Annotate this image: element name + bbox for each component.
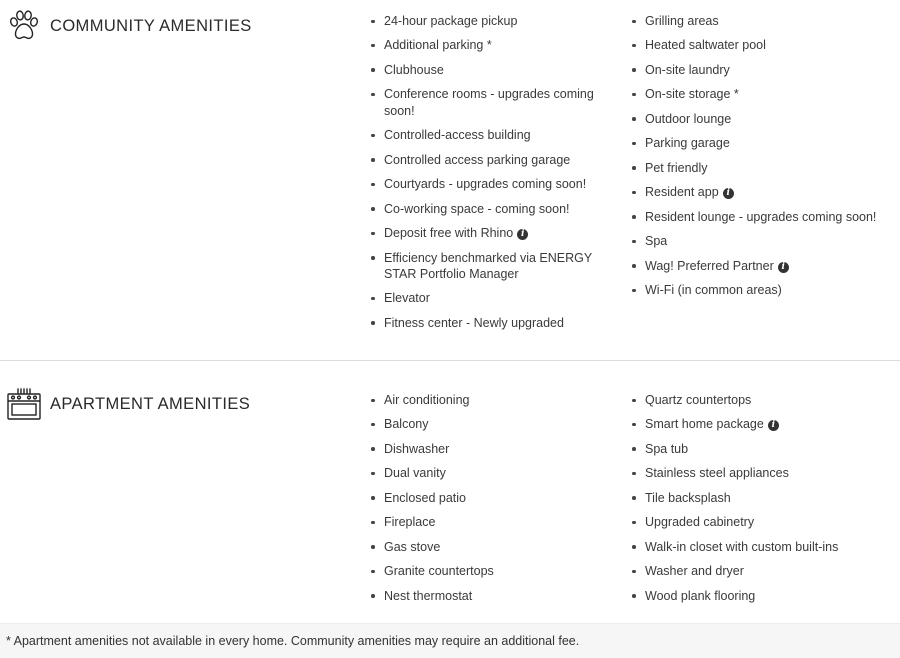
amenity-list-item: [370, 290, 610, 306]
community-amenities-list-right: [631, 13, 899, 307]
amenity-label: Resident app: [645, 185, 719, 200]
amenity-list-item: [631, 539, 899, 555]
amenity-label: Walk-in closet with custom built-ins: [645, 539, 839, 554]
amenity-list-item: [370, 392, 610, 408]
amenity-label: Spa tub: [645, 441, 689, 456]
amenity-label: Co-working space - coming soon!: [384, 201, 570, 216]
apartment-amenities-heading: [6, 386, 250, 422]
community-amenities-title: COMMUNITY AMENITIES: [50, 16, 252, 35]
amenity-label: Quartz countertops: [645, 393, 752, 407]
amenity-label: Courtyards - upgrades coming soon!: [384, 177, 587, 192]
amenity-list-item: [370, 465, 610, 481]
amenity-label: Clubhouse: [384, 62, 444, 77]
amenity-list-item: [631, 184, 899, 200]
amenity-label: Air conditioning: [384, 393, 470, 407]
amenity-label: Washer and dryer: [645, 564, 744, 579]
amenity-label: Wood plank flooring: [645, 588, 756, 603]
amenity-label: Grilling areas: [645, 14, 719, 28]
amenity-label: Wi-Fi (in common areas): [645, 283, 782, 298]
amenity-label: Elevator: [384, 291, 430, 306]
amenity-label: Enclosed patio: [384, 490, 467, 505]
amenity-label: Dishwasher: [384, 441, 450, 456]
amenity-label: Controlled access parking garage: [384, 152, 571, 167]
amenity-label: Upgraded cabinetry: [645, 515, 755, 530]
community-amenities-heading: [6, 8, 252, 44]
amenity-list-item: [631, 111, 899, 127]
amenity-list-item: [370, 514, 610, 530]
amenity-list-item: [631, 258, 899, 274]
amenity-list-item: [631, 514, 899, 530]
amenity-list-item: [631, 160, 899, 176]
amenity-label: Controlled-access building: [384, 128, 531, 143]
apartment-amenities-section: [0, 361, 900, 623]
amenity-label: Gas stove: [384, 539, 441, 554]
amenity-list-item: [631, 588, 899, 604]
amenity-list-item: [631, 13, 899, 29]
amenity-label: Balcony: [384, 417, 429, 432]
info-icon[interactable]: i: [517, 229, 528, 240]
apartment-amenities-list-left: [370, 392, 610, 612]
amenity-label: Spa: [645, 234, 668, 249]
amenity-label: Tile backsplash: [645, 490, 731, 505]
amenity-list-item: [631, 490, 899, 506]
amenity-label: 24-hour package pickup: [384, 14, 518, 28]
amenity-label: Fitness center - Newly upgraded: [384, 315, 564, 330]
info-icon[interactable]: i: [723, 188, 734, 199]
amenity-label: Conference rooms - upgrades coming soon!: [384, 87, 594, 118]
info-icon[interactable]: i: [768, 420, 779, 431]
amenity-list-item: [631, 392, 899, 408]
amenity-label: Additional parking *: [384, 38, 492, 53]
amenity-label: Dual vanity: [384, 466, 446, 481]
amenities-footer: [0, 623, 900, 658]
stove-icon: [6, 386, 42, 422]
amenity-list-item: [631, 441, 899, 457]
amenity-label: Stainless steel appliances: [645, 466, 789, 481]
amenity-label: Wag! Preferred Partner: [645, 258, 774, 273]
paw-icon: [6, 8, 42, 44]
amenity-list-item: [370, 127, 610, 143]
amenity-list-item: [370, 176, 610, 192]
amenity-list-item: [370, 225, 610, 241]
amenity-label: Deposit free with Rhino: [384, 226, 514, 241]
amenity-list-item: [370, 588, 610, 604]
community-amenities-list-left: [370, 13, 610, 339]
amenity-label: Heated saltwater pool: [645, 38, 766, 53]
amenity-label: Smart home package: [645, 417, 764, 432]
apartment-amenities-list-right: [631, 392, 899, 612]
amenity-list-item: [631, 416, 899, 432]
apartment-amenities-title: APARTMENT AMENITIES: [50, 394, 251, 413]
amenity-list-item: [370, 86, 610, 119]
amenity-label: Nest thermostat: [384, 588, 473, 603]
amenity-list-item: [370, 13, 610, 29]
amenity-label: Pet friendly: [645, 160, 708, 175]
amenity-label: On-site laundry: [645, 62, 730, 77]
amenity-list-item: [631, 62, 899, 78]
amenity-label: Parking garage: [645, 136, 730, 151]
amenity-label: On-site storage *: [645, 87, 739, 102]
amenity-list-item: [631, 563, 899, 579]
amenity-list-item: [370, 490, 610, 506]
amenity-list-item: [370, 62, 610, 78]
amenity-label: Fireplace: [384, 515, 436, 530]
amenity-list-item: [370, 315, 610, 331]
amenity-list-item: [631, 37, 899, 53]
amenity-list-item: [631, 86, 899, 102]
amenity-list-item: [370, 201, 610, 217]
amenity-list-item: [370, 250, 610, 283]
amenity-label: Resident lounge - upgrades coming soon!: [645, 209, 877, 224]
amenity-list-item: [370, 563, 610, 579]
amenity-list-item: [370, 37, 610, 53]
info-icon[interactable]: i: [778, 262, 789, 273]
amenity-list-item: [370, 152, 610, 168]
amenity-list-item: [631, 465, 899, 481]
amenity-label: Efficiency benchmarked via ENERGY STAR Portfolio Manager: [384, 250, 592, 281]
amenity-list-item: [370, 416, 610, 432]
amenity-list-item: [370, 441, 610, 457]
amenity-list-item: [631, 282, 899, 298]
amenity-list-item: [631, 233, 899, 249]
amenity-list-item: [370, 539, 610, 555]
footer-disclaimer: * Apartment amenities not available in every home. Community amenities may require an additional fee.: [6, 634, 580, 648]
amenity-label: Granite countertops: [384, 564, 494, 579]
amenity-label: Outdoor lounge: [645, 111, 732, 126]
amenity-list-item: [631, 135, 899, 151]
amenity-list-item: [631, 209, 899, 225]
